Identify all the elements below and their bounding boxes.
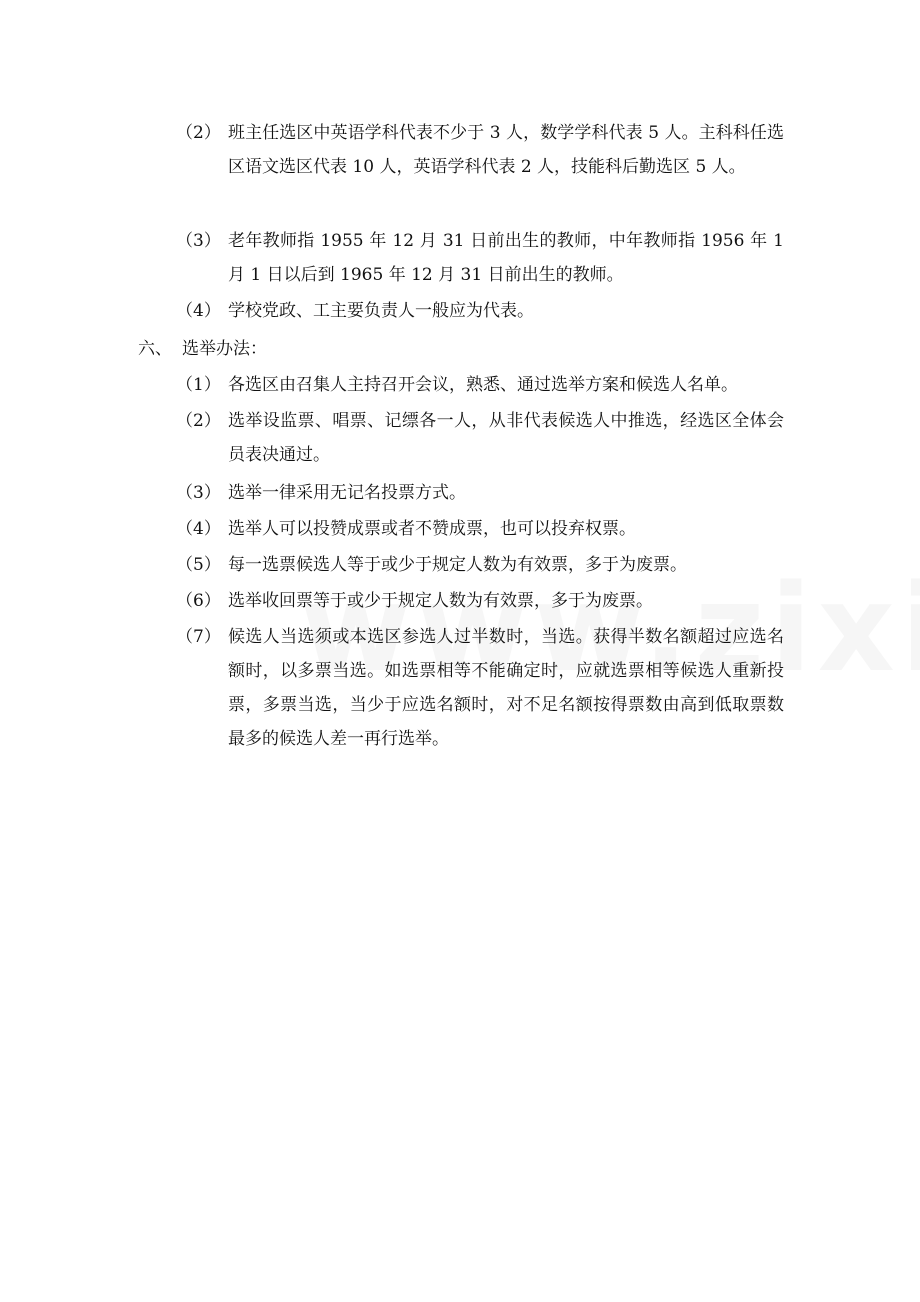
item-number: （1） [176, 375, 221, 395]
item-number: （6） [176, 591, 221, 611]
item-text: 选举人可以投赞成票或者不赞成票，也可以投弃权票。 [228, 519, 636, 539]
section-heading [138, 332, 267, 366]
item-number: （7） [176, 627, 221, 647]
item-number: （4） [176, 519, 221, 539]
item-text: 选举设监票、唱票、记缥各一人，从非代表候选人中推选，经选区全体会员表决通过。 [228, 411, 784, 465]
section-number: 六、 [138, 339, 172, 359]
item-number: （3） [176, 483, 221, 503]
item-number: （2） [176, 123, 221, 143]
item-text: 候选人当选须或本选区参选人过半数时，当选。获得半数名额超过应选名额时，以多票当选。如选票相等不能确定时，应就选票相等候选人重新投票，多票当选，当少于应选名额时，对不足名额按得票数由高到低取票数最多的候选人差一再行选举。 [228, 627, 784, 749]
item-number: （2） [176, 411, 221, 431]
item-text: 选举一律采用无记名投票方式。 [228, 483, 466, 503]
item-text: 选举收回票等于或少于规定人数为有效票，多于为废票。 [228, 591, 653, 611]
item-text: 班主任选区中英语学科代表不少于 3 人，数学学科代表 5 人。主科科任选区语文选区代表 10 人，英语学科代表 2 人，技能科后勤选区 5 人。 [228, 123, 784, 177]
item-number: （4） [176, 301, 221, 321]
item-number: （3） [176, 231, 221, 251]
item-text: 每一选票候选人等于或少于规定人数为有效票，多于为废票。 [228, 555, 687, 575]
section-title: 选举办法： [182, 339, 267, 359]
item-text: 学校党政、工主要负责人一般应为代表。 [228, 301, 534, 321]
item-text: 老年教师指 1955 年 12 月 31 日前出生的教师，中年教师指 1956 年 1 月 1 日以后到 1965 年 12 月 31 日前出生的教师。 [228, 231, 784, 285]
item-text: 各选区由召集人主持召开会议，熟悉、通过选举方案和候选人名单。 [228, 375, 738, 395]
item-number: （5） [176, 555, 221, 575]
